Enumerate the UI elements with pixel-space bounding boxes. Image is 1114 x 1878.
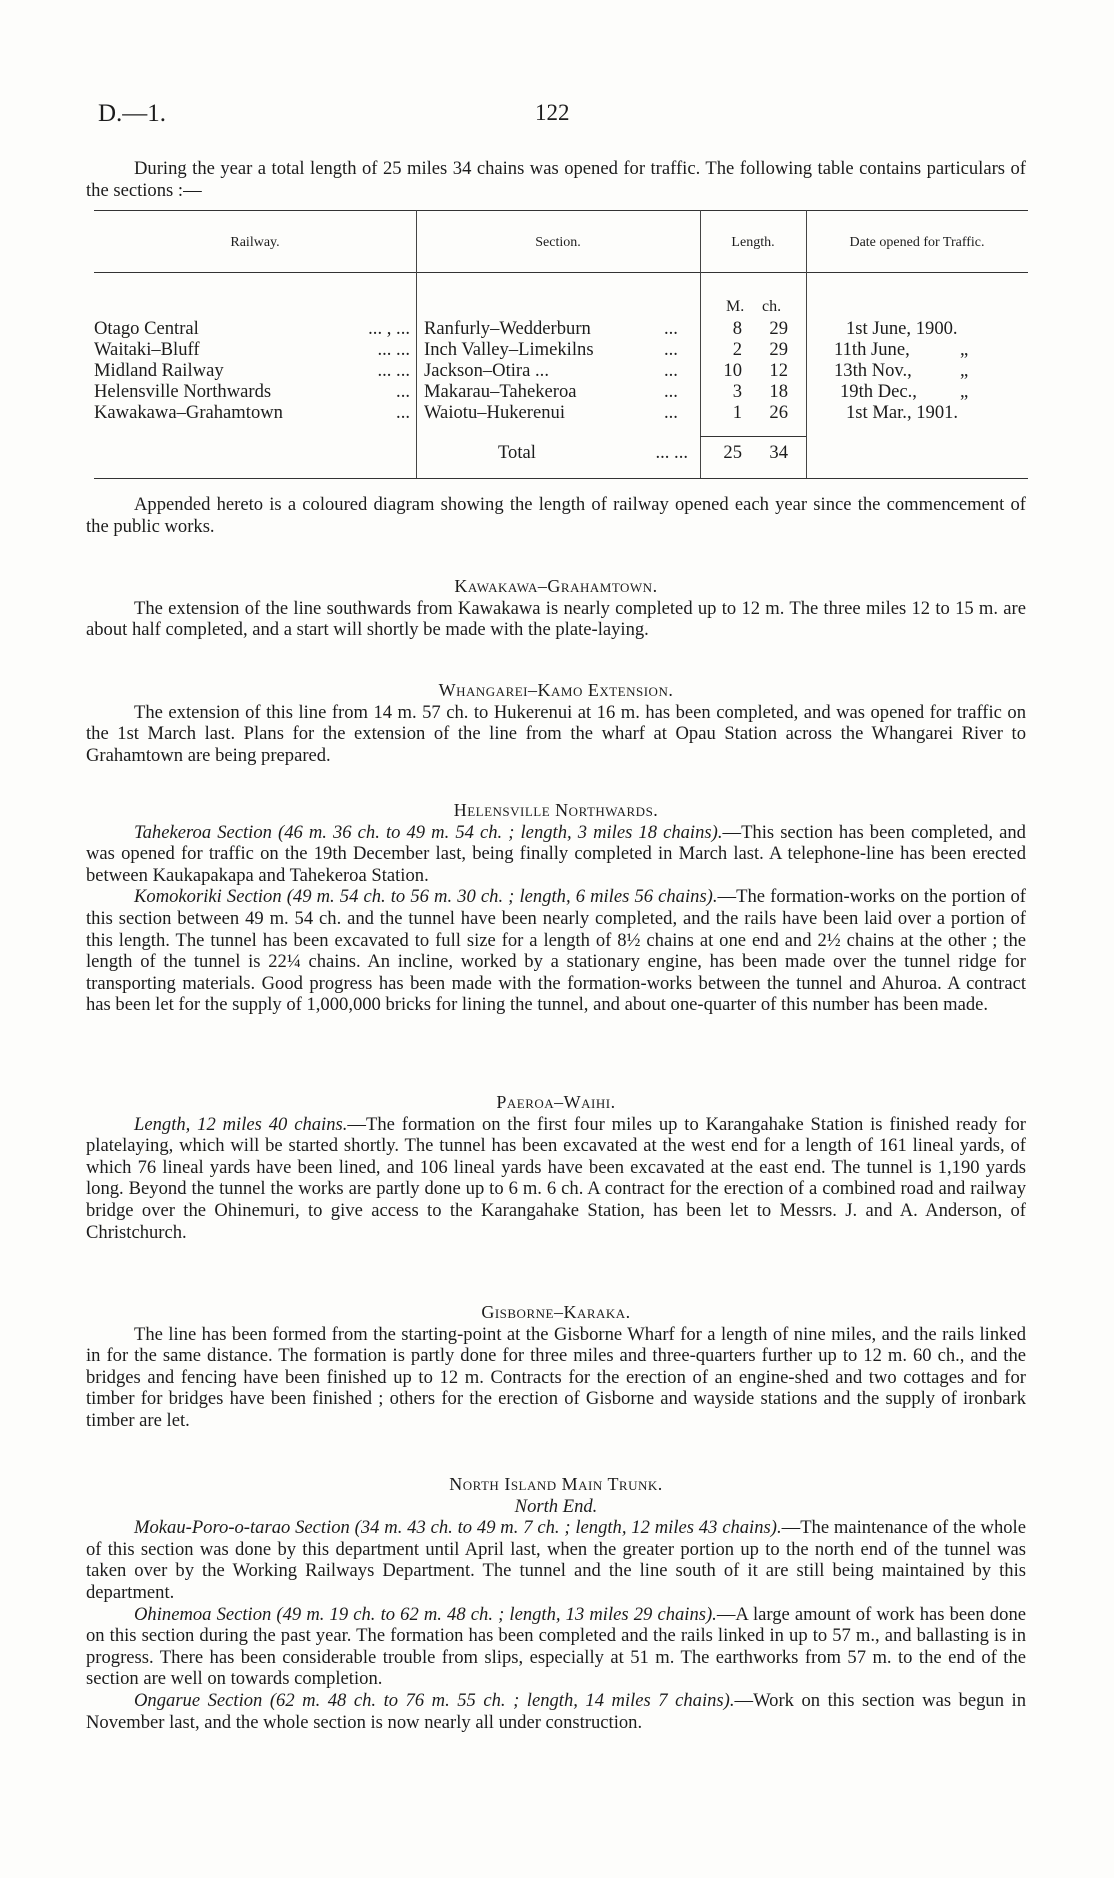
date-opened: 19th Dec., — [840, 381, 917, 402]
length-miles: 10 — [723, 360, 742, 381]
section-paragraph — [86, 1517, 1026, 1603]
section-heading: Gisborne–Karaka. — [481, 1302, 631, 1322]
total-label: Total — [498, 442, 536, 463]
section-text: The extension of this line from 14 m. 57 ch. to Hukerenui at 16 m. has been completed, and was opened for traffic on the 1st March last. Plans for the extension of the line from the wharf at Opau Station across the Whangarei River to Grahamtown are being prepared. — [86, 701, 1026, 766]
length-chains: 26 — [769, 402, 788, 423]
section-title-italic: Ongarue Section (62 m. 48 ch. to 76 m. 55 ch. ; length, 14 miles 7 chains). — [134, 1689, 735, 1711]
section-heading: Helensville Northwards. — [453, 800, 659, 820]
leader-dots: ... — [396, 402, 410, 423]
section-title-italic: Tahekeroa Section (46 m. 36 ch. to 49 m. 54 ch. ; length, 3 miles 18 chains). — [134, 821, 723, 843]
length-miles: 3 — [732, 381, 742, 402]
table-bottom-rule — [94, 478, 1028, 479]
railway-name: Helensville Northwards — [94, 381, 272, 402]
section-text: —Work on this section was begun in November last, and the whole section is now nearly all under construction. — [86, 1689, 1026, 1733]
appended-text: Appended hereto is a coloured diagram showing the length of railway opened each year since the commencement of the public works. — [86, 494, 1026, 537]
section-title-italic: Komokoriki Section (49 m. 54 ch. to 56 m. 30 ch. ; length, 6 miles 56 chains). — [134, 886, 718, 908]
section-heading: Whangarei–Kamo Extension. — [438, 680, 674, 700]
leader-dots: ... , ... — [368, 318, 410, 339]
section-title-italic: Mokau-Poro-o-tarao Section (34 m. 43 ch. to 49 m. 7 ch. ; length, 12 miles 43 chains). — [134, 1517, 782, 1539]
table-header-rule — [94, 272, 1028, 273]
section-whangarei — [86, 680, 1026, 766]
section-name: Ranfurly–Wedderburn — [424, 318, 591, 339]
section-paragraph — [86, 822, 1026, 887]
table-top-rule — [94, 210, 1028, 211]
date-opened: 13th Nov., — [834, 360, 912, 381]
length-chains: 29 — [769, 339, 788, 360]
leader-dots: ... — [664, 360, 678, 381]
length-miles: 2 — [732, 339, 742, 360]
page-number: 122 — [535, 100, 570, 125]
section-gisborne — [86, 1302, 1026, 1432]
appended-paragraph — [86, 494, 1026, 537]
section-paragraph — [86, 886, 1026, 1016]
col-header-section: Section. — [535, 235, 581, 250]
section-paragraph — [86, 1604, 1026, 1690]
section-heading: North Island Main Trunk. — [449, 1474, 663, 1494]
section-name: Waiotu–Hukerenui — [424, 402, 566, 423]
ditto-mark: „ — [960, 360, 969, 381]
section-text: The line has been formed from the starting-point at the Gisborne Wharf for a length of nine miles, and the rails linked in for the same distance. The formation is partly done for three miles and three-quarters further up to 12 m. 60 ch., and the bridges and fencing have been finished up to 12 m. Contracts for the erection of an engine-shed and two cottages and for timber for bridges have been finished ; others for the erection of Gisborne and wayside stations and the supply of ironbark timber are let. — [86, 1323, 1026, 1431]
section-text: The extension of the line southwards from Kawakawa is nearly completed up to 12 m. The three miles 12 to 15 m. are about half completed, and a start will shortly be made with the plate-laying. — [86, 597, 1026, 641]
railway-name: Otago Central — [94, 318, 199, 339]
leader-dots: ... ... — [655, 442, 688, 463]
total-chains: 34 — [769, 442, 788, 463]
leader-dots: ... — [664, 381, 678, 402]
section-paeroa — [86, 1092, 1026, 1243]
section-name: Makarau–Tahekeroa — [424, 381, 577, 402]
leader-dots: ... ... — [377, 360, 410, 381]
sections-table — [94, 210, 1028, 480]
date-opened: 11th June, — [834, 339, 910, 360]
col-header-railway: Railway. — [230, 235, 280, 250]
leader-dots: ... — [664, 318, 678, 339]
length-chains: 12 — [769, 360, 788, 381]
section-helensville — [86, 800, 1026, 1016]
section-heading: Paeroa–Waihi. — [496, 1092, 616, 1112]
intro-paragraph — [86, 158, 1026, 201]
leader-dots: ... ... — [377, 339, 410, 360]
section-text: —The maintenance of the whole of this section was done by this department until April last, when the greater portion up to the north end of the tunnel was taken over by the Working Railways Department. The tunnel and the line south of it are still being maintained by this department. — [86, 1517, 1026, 1603]
length-miles: 8 — [732, 318, 742, 339]
section-name: Jackson–Otira ... — [424, 360, 549, 381]
leader-dots: ... — [664, 339, 678, 360]
leader-dots: ... — [664, 402, 678, 423]
section-nimt — [86, 1474, 1026, 1733]
railway-name: Waitaki–Bluff — [94, 339, 200, 360]
ditto-mark: „ — [960, 339, 969, 360]
length-miles: 1 — [732, 402, 742, 423]
railway-name: Midland Railway — [94, 360, 224, 381]
section-text: —The formation on the first four miles up to Karangahake Station is finished ready for platelaying, which will be started shortly. The tunnel has been excavated at the west end for a length of 161 lineal yards, of which 76 lineal yards have been lined, and 106 lineal yards have been excavated at the east end. The tunnel is 1,190 yards long. Beyond the tunnel the works are partly done up to 6 m. 6 ch. A contract for the erection of a combined road and railway bridge over the Ohinemuri, to give access to the Karangahake Station, has been let to Messrs. J. and A. Anderson, of Christchurch. — [86, 1113, 1026, 1243]
length-sum-rule — [700, 436, 806, 437]
document-series-code: D.—1. — [98, 100, 167, 127]
unit-miles: M. — [726, 298, 745, 315]
date-opened: 1st June, 1900. — [846, 318, 958, 339]
section-subheading: North End. — [514, 1495, 598, 1517]
col-header-date: Date opened for Traffic. — [849, 235, 985, 250]
leader-dots: ... — [396, 381, 410, 402]
section-text: —A large amount of work has been done on this section during the past year. The formation has been completed and the rails linked in up to 57 m., and ballasting is in progress. There has been considerable trouble from slips, especially at 51 m. The earthworks from 57 m. to the end of the section are well on towards completion. — [86, 1603, 1026, 1690]
section-kawakawa — [86, 576, 1026, 641]
length-chains: 18 — [769, 381, 788, 402]
railway-name: Kawakawa–Grahamtown — [94, 402, 283, 423]
date-opened: 1st Mar., 1901. — [846, 402, 959, 423]
section-heading: Kawakawa–Grahamtown. — [454, 576, 658, 596]
section-text: —This section has been completed, and was opened for traffic on the 19th December last, being finally completed in March last. A telephone-line has been erected between Kaukapakapa and Tahekeroa Station. — [86, 821, 1026, 886]
length-chains: 29 — [769, 318, 788, 339]
section-paragraph — [86, 1114, 1026, 1244]
unit-chains: ch. — [762, 298, 782, 315]
section-title-italic: Length, 12 miles 40 chains. — [134, 1113, 348, 1135]
section-name: Inch Valley–Limekilns — [424, 339, 594, 360]
ditto-mark: „ — [960, 381, 969, 402]
section-text: —The formation-works on the portion of this section between 49 m. 54 ch. and the tunnel have been nearly completed, and the rails have been laid over a portion of this length. The tunnel has been excavated to full size for a length of 8½ chains at one end and 2½ chains at the other ; the length of the tunnel is 22¼ chains. An incline, worked by a stationary engine, has been made over the tunnel ridge for transporting materials. Good progress has been made with the formation-works between the tunnel and Ahuroa. A contract has been let for the supply of 1,000,000 bricks for lining the tunnel, and about one-quarter of this number has been made. — [86, 886, 1026, 1016]
intro-text: During the year a total length of 25 miles 34 chains was opened for traffic. The following table contains particulars of the sections :— — [86, 158, 1026, 201]
col-header-length: Length. — [731, 235, 775, 250]
section-title-italic: Ohinemoa Section (49 m. 19 ch. to 62 m. 48 ch. ; length, 13 miles 29 chains). — [134, 1603, 717, 1625]
total-miles: 25 — [723, 442, 742, 463]
section-paragraph — [86, 1690, 1026, 1733]
